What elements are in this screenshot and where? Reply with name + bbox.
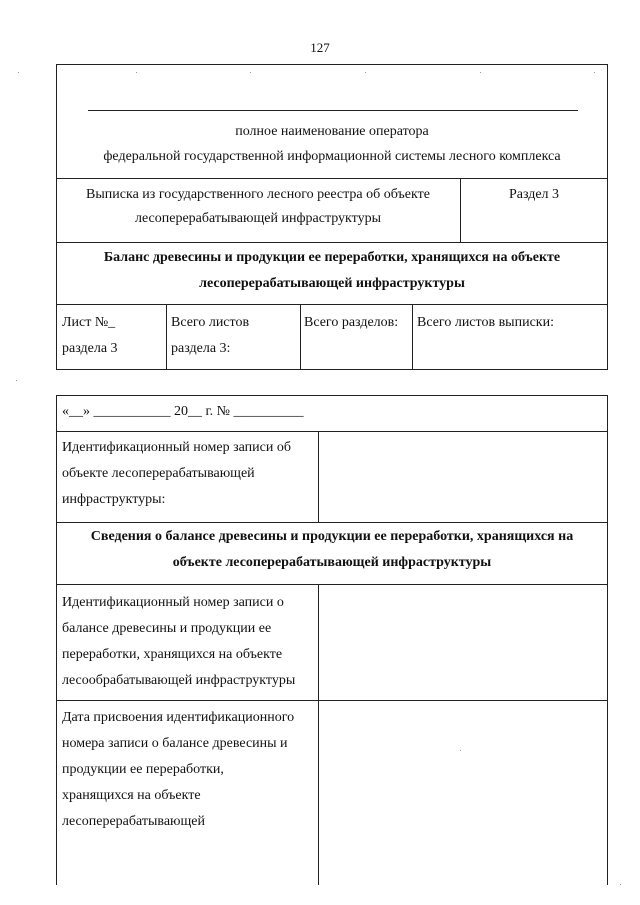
divider	[56, 242, 608, 243]
divider	[412, 304, 413, 370]
balance-id-label-line1: Идентификационный номер записи о	[62, 595, 284, 610]
scan-speck	[18, 72, 19, 73]
divider	[56, 178, 608, 179]
divider	[56, 584, 608, 585]
section-label: Раздел 3	[508, 187, 560, 202]
total-sections: Всего разделов:	[304, 315, 399, 330]
details-heading-line2: объекте лесоперерабатывающей инфраструктуры	[172, 555, 492, 570]
sheet-number-line1: Лист №_	[62, 315, 116, 330]
scan-speck	[480, 72, 481, 73]
divider	[56, 304, 608, 305]
object-id-label-line2: объекте лесоперерабатывающей	[62, 466, 255, 481]
scan-speck	[594, 72, 595, 73]
divider	[56, 700, 608, 701]
divider	[56, 431, 608, 432]
balance-id-label-line3: переработки, хранящихся на объекте	[62, 647, 283, 662]
scan-speck	[136, 72, 137, 73]
total-extract-sheets: Всего листов выписки:	[417, 315, 554, 330]
operator-caption-line2: федеральной государственной информационной системы лесного комплекса	[103, 149, 561, 164]
extract-title-line1: Выписка из государственного лесного реестра об объекте	[86, 187, 430, 202]
sheet-number-line2: раздела 3	[62, 341, 118, 356]
balance-id-label-line4: лесообрабатывающей инфраструктуры	[62, 673, 296, 688]
operator-caption-line1: полное наименование оператора	[235, 124, 429, 139]
assign-date-label-line1: Дата присвоения идентификационного	[62, 710, 295, 725]
divider	[318, 431, 319, 522]
balance-id-label-line2: балансе древесины и продукции ее	[62, 621, 272, 636]
total-sheets-line1: Всего листов	[171, 315, 250, 330]
assign-date-label-line3: продукции ее переработки,	[62, 762, 224, 777]
assign-date-label-line2: номера записи о балансе древесины и	[62, 736, 288, 751]
divider	[318, 584, 319, 885]
record-date-line: «__» ___________ 20__ г. № __________	[62, 404, 304, 419]
scan-speck	[620, 884, 621, 885]
divider	[166, 304, 167, 370]
object-id-label-line3: инфраструктуры:	[62, 492, 166, 507]
divider	[56, 522, 608, 523]
total-sheets-line2: раздела 3:	[171, 341, 231, 356]
operator-name-line	[88, 110, 578, 111]
scan-speck	[365, 72, 366, 73]
balance-heading-line2: лесоперерабатывающей инфраструктуры	[199, 276, 465, 291]
balance-heading-line1: Баланс древесины и продукции ее переработки, хранящихся на объекте	[103, 250, 561, 265]
scan-speck	[250, 72, 251, 73]
page-number: 127	[310, 40, 330, 55]
divider	[300, 304, 301, 370]
assign-date-label-line5: лесоперерабатывающей	[62, 814, 205, 829]
scan-speck	[16, 380, 17, 381]
assign-date-label-line4: хранящихся на объекте	[62, 788, 201, 803]
extract-title-line2: лесоперерабатывающей инфраструктуры	[134, 211, 382, 226]
object-id-label-line1: Идентификационный номер записи об	[62, 440, 291, 455]
scan-speck	[460, 750, 461, 751]
details-heading-line1: Сведения о балансе древесины и продукции ее переработки, хранящихся на	[90, 529, 574, 544]
